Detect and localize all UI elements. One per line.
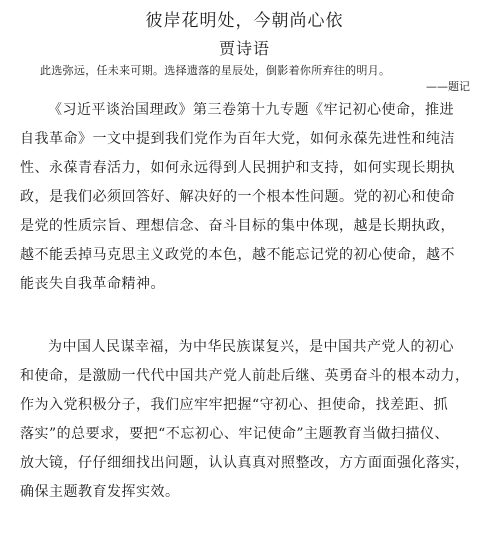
author-name: 贾诗语 bbox=[218, 39, 270, 58]
paragraph-line: 落实”的总要求，要把“不忘初心、牢记使命”主题教育当做扫描仪、 bbox=[20, 426, 449, 442]
paragraph-line: 越不能丢掉马克思主义政党的本色，越不能忘记党的初心使命，越不 bbox=[20, 247, 455, 263]
paragraph-line: 《习近平谈治国理政》第三卷第十九专题《牢记初心使命，推进 bbox=[48, 102, 454, 118]
paragraph-line: 为中国人民谋幸福，为中华民族谋复兴，是中国共产党人的初心 bbox=[48, 339, 454, 355]
epigraph-text: 此选弥远，任未来可期。选择遗落的星辰处，倒影着你所弃往的明月。 bbox=[40, 64, 391, 77]
paragraph-line: 是党的性质宗旨、理想信念、奋斗目标的集中体现，越是长期执政， bbox=[20, 218, 455, 234]
document-title: 彼岸花明处，今朝尚心依 bbox=[145, 11, 344, 31]
paragraph-line: 确保主题教育发挥实效。 bbox=[20, 484, 180, 500]
paragraph-line: 能丧失自我革命精神。 bbox=[20, 276, 165, 292]
paragraph-line: 和使命，是激励一代代中国共产党人前赴后继、英勇奋斗的根本动力， bbox=[20, 368, 470, 384]
paragraph-line: 性、永葆青春活力，如何永远得到人民拥护和支持，如何实现长期执 bbox=[20, 160, 455, 176]
paragraph-1 bbox=[20, 96, 472, 299]
paragraph-line: 政，是我们必须回答好、解决好的一个根本性问题。党的初心和使命 bbox=[20, 189, 455, 205]
paragraph-2 bbox=[20, 333, 472, 507]
paragraph-line: 自我革命》一文中提到我们党作为百年大党，如何永葆先进性和纯洁 bbox=[20, 131, 455, 147]
paragraph-line: 作为入党积极分子，我们应牢牢把握“守初心、担使命，找差距、抓 bbox=[20, 397, 449, 413]
paragraph-line: 放大镜，仔仔细细找出问题，认认真真对照整改，方方面面强化落实， bbox=[20, 455, 470, 471]
epigraph-sign: ——题记 bbox=[426, 80, 470, 93]
